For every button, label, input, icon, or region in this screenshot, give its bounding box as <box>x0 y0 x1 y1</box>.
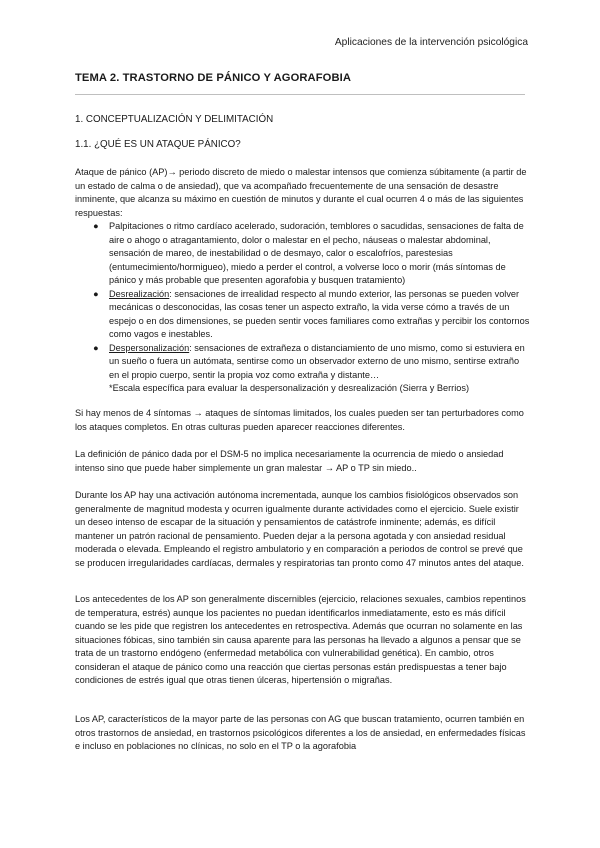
section-heading-1-1: 1.1. ¿QUÉ ES UN ATAQUE PÁNICO? <box>75 139 241 150</box>
bullet-text-despersonalizacion: : sensaciones de extrañeza o distanciamiento de uno mismo, como si estuviera en un sueño o fuera un autómata, sentirse como un observador externo de uno mismo, sentirse extraño en el propio cuerpo, sentir la propia voz como extraña y distante… <box>109 342 525 380</box>
scale-note: *Escala específica para evaluar la despersonalización y desrealización (Sierra y Berrios) <box>109 383 470 393</box>
page-title: TEMA 2. TRASTORNO DE PÁNICO Y AGORAFOBIA <box>75 72 352 84</box>
term-despersonalizacion: Despersonalización <box>109 342 190 353</box>
section-heading-1: 1. CONCEPTUALIZACIÓN Y DELIMITACIÓN <box>75 114 274 125</box>
paragraph-other-disorders <box>75 713 530 754</box>
paragraph-text: La definición de pánico dada por el DSM-5 no implica necesariamente la ocurrencia de miedo o ansiedad intenso sino que puede haber simplemente un gran malestar → AP o TP sin miedo.. <box>75 449 504 473</box>
list-item <box>93 220 530 288</box>
bullet-icon: ● <box>93 288 99 299</box>
bullet-text-physical: Palpitaciones o ritmo cardíaco acelerado, sudoración, temblores o sacudidas, sensaciones de falta de aire o ahogo o atragantamiento, dolor o malestar en el pecho, náuseas o malestar abdominal, sensación de mareo, de inestabilidad o de desmayo, calor o escalofríos, parestesias (entumecimiento/hormigueo), miedo a perder el control, a volverse loco o morir (más síntomas de pánico y más probable que presenten agorafobia y busquen tratamiento) <box>109 221 524 285</box>
list-item <box>93 288 530 342</box>
paragraph-text: Durante los AP hay una activación autónoma incrementada, aunque los cambios fisiológicos observados son generalmente de magnitud modesta y ocurren igualmente durante actividades como el ejercicio. Suele existir un deseo intenso de escapar de la situación y pensamientos de catástrofe inminente; además, es difícil mantener un patrón racional de pensamiento. Pueden dejar a la persona agotada y con ansiedad residual moderada o elevada. Empleando el registro ambulatorio y en comparación a periodos de control se prevé que se producen irregularidades cardíacas, dermales y respiratorias tan pronto como 47 minutos antes del ataque. <box>75 490 524 568</box>
list-item <box>93 342 530 396</box>
intro-text: Ataque de pánico (AP)→ periodo discreto de miedo o malestar intensos que comienza súbitamente (a partir de un estado de calma o de ansiedad), que va acompañado frecuentemente de una sensación de desastre inminente, que alcanza su máximo en cuestión de minutos y durante el cual ocurren 4 o más de las siguientes respuestas: <box>75 167 527 218</box>
title-divider <box>75 94 525 95</box>
paragraph-activation <box>75 489 530 570</box>
intro-paragraph <box>75 166 530 220</box>
bullet-icon: ● <box>93 221 99 231</box>
running-header: Aplicaciones de la intervención psicológica <box>334 37 528 48</box>
bullet-icon: ● <box>93 342 99 353</box>
paragraph-text: Los antecedentes de los AP son generalmente discernibles (ejercicio, relaciones sexuales, cambios repentinos de temperatura, estrés) aunque los pacientes no puedan identificarlos inmediatamente, esto es más difícil cuando se les pide que registren los antecedentes en retrospectiva. Además que ocurran no solamente en las situaciones fóbicas, sino también sin causa aparente para las personas ha llevado a algunos a pensar que se trata de un trastorno endógeno (enfermedad metabólica con vulnerabilidad genética). En cambio, otros consideran el ataque de pánico como una reacción que ciertas personas están predispuestas a tener bajo condiciones de estrés igual que otras tienen úlceras, hipertensión o migrañas. <box>75 594 526 685</box>
bullet-text-desrealizacion: : sensaciones de irrealidad respecto al mundo exterior, las personas se pueden volver mecánicas o desconocidas, las cosas tener un aspecto extraño, la vida verse cómo a través de un espejo o en dos dimensiones, se pueden sentir voces familiares como extrañas y percibir los contornos como vagos e inestables. <box>109 288 530 339</box>
paragraph-antecedents <box>75 593 530 688</box>
symptom-list <box>93 220 530 396</box>
paragraph-limited-symptoms <box>75 407 530 434</box>
paragraph-text: Los AP, característicos de la mayor parte de las personas con AG que buscan tratamiento, ocurren también en otros trastornos de ansiedad, en trastornos psicológicos diferentes a los de ansiedad, en enfermedades físicas e incluso en poblaciones no clínicas, no solo en el TP o la agorafobia <box>75 714 526 751</box>
term-desrealizacion: Desrealización <box>109 288 170 299</box>
paragraph-dsm5 <box>75 448 530 475</box>
paragraph-text: Si hay menos de 4 síntomas → ataques de síntomas limitados, los cuales pueden ser tan perturbadores como los ataques completos. En otras culturas pueden aparecer reacciones diferentes. <box>75 408 524 432</box>
